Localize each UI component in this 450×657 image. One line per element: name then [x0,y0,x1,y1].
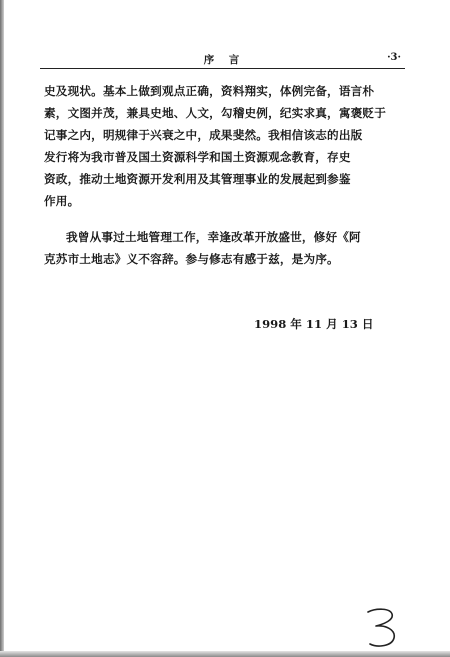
scan-edge-left [0,0,4,657]
text-line: 作用。 [44,194,80,208]
text-line: 素，文图并茂，兼具史地、人文，勾稽史例，纪实求真，寓褒贬于 [44,106,387,120]
body-text [44,80,404,270]
text-line: 史及现状。基本上做到观点正确，资料翔实，体例完备，语言朴 [44,84,375,98]
header-page-number: ·3· [387,52,401,63]
text-line: 我曾从事过土地管理工作，幸逢改革开放盛世，修好《阿 [66,230,361,244]
text-line: 发行将为我市普及国土资源科学和国土资源观念教育，存史 [44,150,351,164]
header-title: 序 言 [203,54,242,66]
scan-edge-bottom [0,651,450,657]
text-line: 记事之内，明规律于兴衰之中，成果斐然。我相信该志的出版 [44,128,363,142]
running-header [40,52,405,69]
text-line: 资政，推动土地资源开发利用及其管理事业的发展起到参鉴 [44,172,351,186]
paragraph-1 [44,80,404,212]
signature-date: 1998 年 11 月 13 日 [254,317,374,331]
text-line: 克苏市土地志》义不容辞。参与修志有感于兹，是为序。 [44,252,339,266]
handwritten-page-mark [362,606,402,650]
paragraph-2 [44,226,404,270]
